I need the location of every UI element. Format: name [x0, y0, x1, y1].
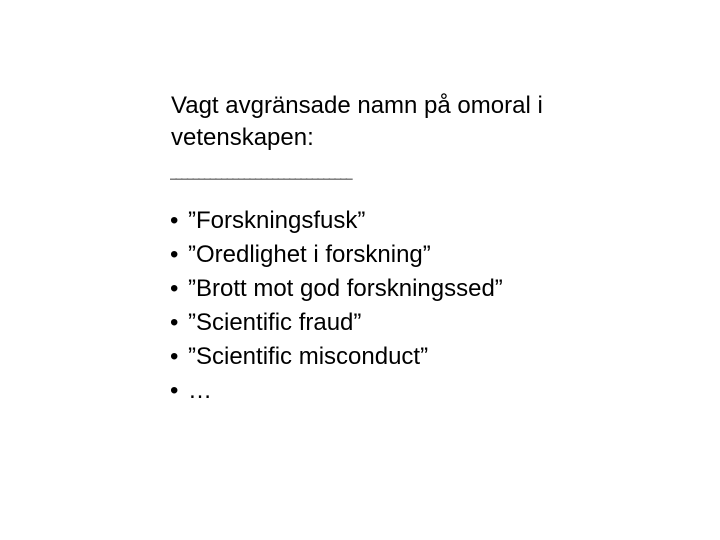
slide-title-line-2: vetenskapen:	[171, 124, 314, 151]
list-item-text: ”Brott mot god forskningssed”	[188, 275, 503, 302]
divider-line: ________________________________	[170, 166, 352, 180]
list-item	[170, 340, 503, 374]
list-item-text: ”Scientific fraud”	[188, 309, 362, 336]
list-item-text: ”Forskningsfusk”	[188, 207, 366, 234]
list-item	[170, 272, 503, 306]
list-item	[170, 204, 503, 238]
list-item-text: ”Oredlighet i forskning”	[188, 241, 431, 268]
slide-title-line-1: Vagt avgränsade namn på omoral i	[171, 92, 543, 119]
bullet-icon: •	[170, 377, 179, 404]
bullet-icon: •	[170, 275, 179, 302]
bullet-icon: •	[170, 207, 179, 234]
list-item-text: …	[188, 377, 212, 404]
bullet-icon: •	[170, 343, 179, 370]
slide-title	[171, 90, 641, 154]
bullet-list	[170, 204, 503, 408]
bullet-icon: •	[170, 309, 179, 336]
list-item	[170, 306, 503, 340]
list-item	[170, 238, 503, 272]
list-item	[170, 374, 503, 408]
list-item-text: ”Scientific misconduct”	[188, 343, 429, 370]
bullet-icon: •	[170, 241, 179, 268]
